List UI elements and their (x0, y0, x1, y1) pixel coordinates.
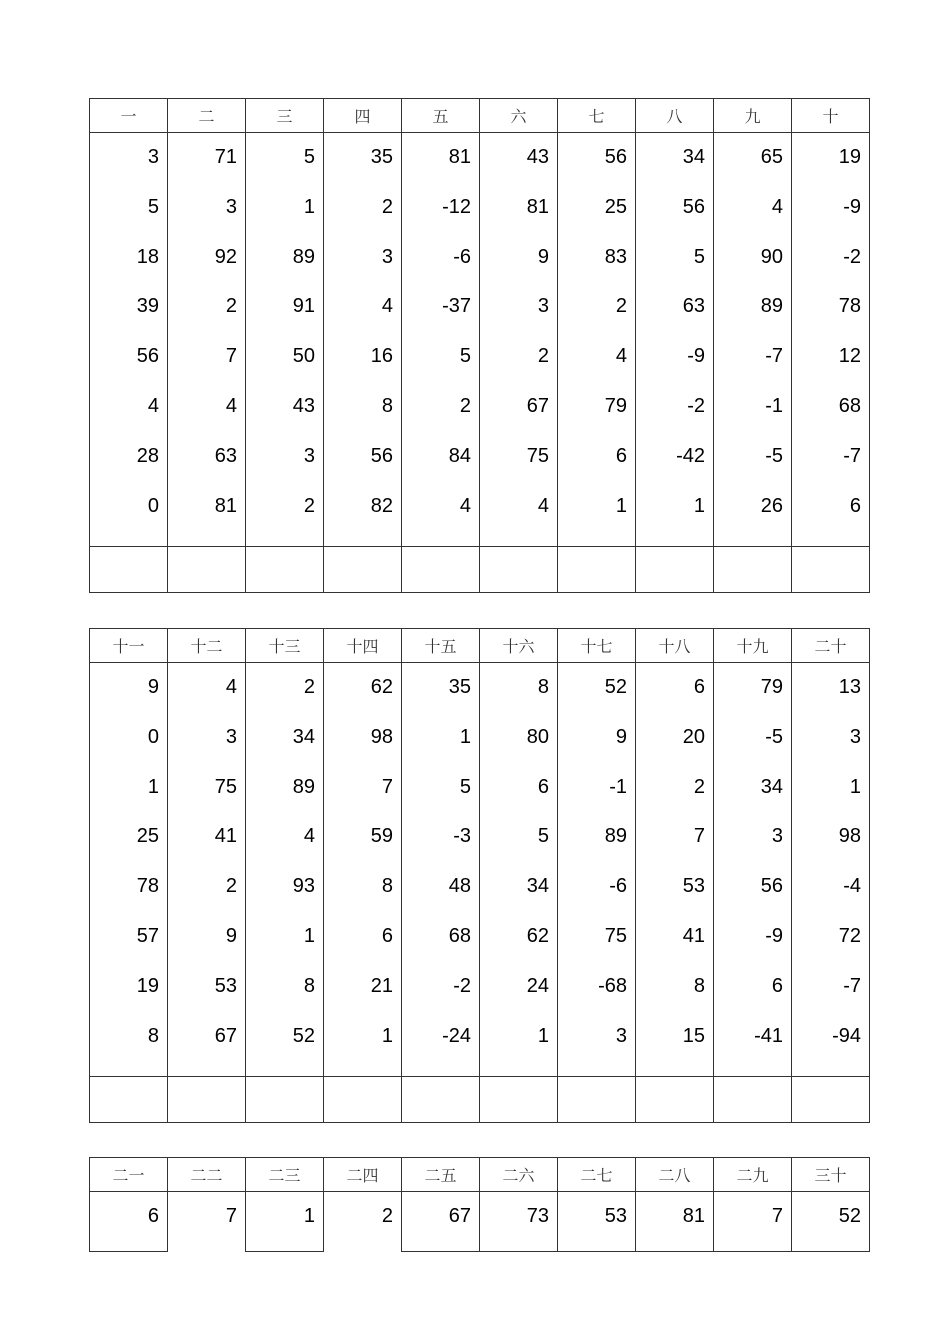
number: 13 (838, 676, 861, 698)
answer-cell[interactable] (90, 547, 168, 593)
number: 0 (147, 725, 159, 748)
number: 6 (771, 974, 783, 997)
number: 4 (381, 295, 393, 318)
number-column (168, 663, 246, 1077)
numbers-row (90, 663, 870, 1077)
number: 65 (760, 146, 783, 168)
number-column (90, 1192, 168, 1252)
number-column (636, 663, 714, 1077)
number: 16 (370, 345, 393, 368)
answer-cell[interactable] (792, 1077, 870, 1123)
number: 3 (615, 1024, 627, 1047)
number: -2 (453, 974, 471, 997)
number-column (480, 1192, 558, 1252)
answer-cell[interactable] (324, 1077, 402, 1123)
number: 98 (838, 825, 861, 848)
numbers-row (90, 1192, 870, 1252)
answer-cell[interactable] (168, 1077, 246, 1123)
number: 7 (771, 1205, 783, 1227)
number: 2 (381, 1205, 393, 1227)
number: 56 (604, 146, 627, 168)
number: 6 (537, 775, 549, 798)
number: -42 (676, 444, 705, 467)
number: 6 (615, 444, 627, 467)
number-column (324, 1192, 402, 1252)
answer-cell[interactable] (714, 547, 792, 593)
number: 24 (526, 974, 549, 997)
number: 75 (526, 444, 549, 467)
column-header: 五 (402, 99, 480, 133)
number: 1 (303, 1205, 315, 1227)
number: 72 (838, 924, 861, 947)
column-header: 十三 (246, 629, 324, 663)
number: 56 (370, 444, 393, 467)
number: 93 (292, 875, 315, 898)
problem-block-1 (89, 98, 869, 578)
column-header: 十 (792, 99, 870, 133)
number: 8 (381, 394, 393, 417)
number: 9 (537, 245, 549, 268)
number: -1 (609, 775, 627, 798)
number: 3 (225, 195, 237, 218)
answer-cell[interactable] (168, 547, 246, 593)
number: 5 (459, 775, 471, 798)
number: -3 (453, 825, 471, 848)
number: 1 (303, 195, 315, 218)
number: 34 (292, 725, 315, 748)
number-column (90, 133, 168, 547)
number: 56 (682, 195, 705, 218)
number: 78 (136, 875, 159, 898)
number: 2 (225, 295, 237, 318)
column-header: 二二 (168, 1158, 246, 1192)
number: 28 (136, 444, 159, 467)
number: 3 (147, 146, 159, 168)
number-column (168, 1192, 246, 1252)
number: 53 (214, 974, 237, 997)
answer-cell[interactable] (558, 547, 636, 593)
number: 89 (604, 825, 627, 848)
number-column (558, 663, 636, 1077)
number: 89 (292, 245, 315, 268)
number: 98 (370, 725, 393, 748)
answer-cell[interactable] (90, 1077, 168, 1123)
number: 0 (147, 494, 159, 517)
column-header: 十八 (636, 629, 714, 663)
number: 84 (448, 444, 471, 467)
number: 89 (760, 295, 783, 318)
answer-cell[interactable] (792, 547, 870, 593)
number: -5 (765, 444, 783, 467)
column-header: 一 (90, 99, 168, 133)
number: 62 (526, 924, 549, 947)
number-column (792, 663, 870, 1077)
number: -41 (754, 1024, 783, 1047)
number: -94 (832, 1024, 861, 1047)
number: 52 (838, 1205, 861, 1227)
column-header: 二六 (480, 1158, 558, 1192)
number-column (90, 663, 168, 1077)
header-row (90, 1158, 870, 1192)
number: 53 (682, 875, 705, 898)
number-column (792, 133, 870, 547)
number: 3 (225, 725, 237, 748)
number: 5 (537, 825, 549, 848)
number: 63 (214, 444, 237, 467)
header-row (90, 99, 870, 133)
number: 9 (225, 924, 237, 947)
number: 79 (760, 676, 783, 698)
column-header: 六 (480, 99, 558, 133)
number: 39 (136, 295, 159, 318)
column-header: 二十 (792, 629, 870, 663)
number-column (402, 133, 480, 547)
number: 81 (682, 1205, 705, 1227)
answer-cell[interactable] (246, 1077, 324, 1123)
number: 4 (615, 345, 627, 368)
number: 3 (537, 295, 549, 318)
number: 68 (448, 924, 471, 947)
column-header: 二七 (558, 1158, 636, 1192)
answer-row (90, 1077, 870, 1123)
number: 67 (214, 1024, 237, 1047)
column-header: 十二 (168, 629, 246, 663)
number: 75 (214, 775, 237, 798)
number: -9 (765, 924, 783, 947)
number: 35 (448, 676, 471, 698)
number: 2 (615, 295, 627, 318)
answer-cell[interactable] (480, 1077, 558, 1123)
number: 43 (526, 146, 549, 168)
header-row (90, 629, 870, 663)
number: 57 (136, 924, 159, 947)
number: 2 (303, 676, 315, 698)
number: 6 (693, 676, 705, 698)
number: 25 (136, 825, 159, 848)
number: 50 (292, 345, 315, 368)
number: 4 (225, 394, 237, 417)
number: 8 (381, 875, 393, 898)
number: -7 (765, 345, 783, 368)
number: 3 (849, 725, 861, 748)
number-column (480, 663, 558, 1077)
number: 52 (292, 1024, 315, 1047)
number: 35 (370, 146, 393, 168)
column-header: 十五 (402, 629, 480, 663)
number-column (792, 1192, 870, 1252)
column-header: 十四 (324, 629, 402, 663)
number: 53 (604, 1205, 627, 1227)
number: 34 (682, 146, 705, 168)
number: 67 (526, 394, 549, 417)
number: -9 (687, 345, 705, 368)
number-column (714, 1192, 792, 1252)
column-header: 三 (246, 99, 324, 133)
answer-cell[interactable] (402, 547, 480, 593)
number: 2 (225, 875, 237, 898)
number: 7 (693, 825, 705, 848)
number: 19 (838, 146, 861, 168)
number: -24 (442, 1024, 471, 1047)
number: 8 (537, 676, 549, 698)
column-header: 二三 (246, 1158, 324, 1192)
number: -9 (843, 195, 861, 218)
number: 41 (214, 825, 237, 848)
column-header: 四 (324, 99, 402, 133)
number: 1 (459, 725, 471, 748)
number: 59 (370, 825, 393, 848)
number: 2 (459, 394, 471, 417)
number: 43 (292, 394, 315, 417)
answer-cell[interactable] (246, 547, 324, 593)
number: 8 (693, 974, 705, 997)
number-column (324, 663, 402, 1077)
number-column (402, 663, 480, 1077)
number: 7 (381, 775, 393, 798)
number: 4 (147, 394, 159, 417)
number: 92 (214, 245, 237, 268)
column-header: 二四 (324, 1158, 402, 1192)
number: 5 (459, 345, 471, 368)
number: 6 (147, 1205, 159, 1227)
column-header: 二九 (714, 1158, 792, 1192)
number: 9 (147, 676, 159, 698)
number: 8 (147, 1024, 159, 1047)
number: 89 (292, 775, 315, 798)
problem-block-2 (89, 628, 869, 1107)
number: 90 (760, 245, 783, 268)
number: 1 (303, 924, 315, 947)
number: 34 (760, 775, 783, 798)
numbers-row (90, 133, 870, 547)
column-header: 十九 (714, 629, 792, 663)
number: 75 (604, 924, 627, 947)
answer-cell[interactable] (558, 1077, 636, 1123)
number-column (480, 133, 558, 547)
number: 78 (838, 295, 861, 318)
number: 67 (448, 1205, 471, 1227)
number: 34 (526, 875, 549, 898)
answer-cell[interactable] (636, 547, 714, 593)
number: -4 (843, 875, 861, 898)
number-column (246, 133, 324, 547)
number: 2 (537, 345, 549, 368)
number: 41 (682, 924, 705, 947)
column-header: 二五 (402, 1158, 480, 1192)
number: -7 (843, 444, 861, 467)
answer-cell[interactable] (402, 1077, 480, 1123)
column-header: 二 (168, 99, 246, 133)
number-column (558, 1192, 636, 1252)
number: 1 (849, 775, 861, 798)
number: 82 (370, 494, 393, 517)
number: 7 (225, 345, 237, 368)
number: 2 (303, 494, 315, 517)
number: 1 (693, 494, 705, 517)
number: 1 (615, 494, 627, 517)
number: 12 (838, 345, 861, 368)
number: 83 (604, 245, 627, 268)
column-header: 二一 (90, 1158, 168, 1192)
number: 15 (682, 1024, 705, 1047)
number-column (168, 133, 246, 547)
number: 7 (225, 1205, 237, 1227)
number: 5 (303, 146, 315, 168)
number-column (714, 663, 792, 1077)
number: 80 (526, 725, 549, 748)
column-header: 十六 (480, 629, 558, 663)
answer-row (90, 547, 870, 593)
number: 4 (771, 195, 783, 218)
number: 1 (537, 1024, 549, 1047)
number-column (636, 1192, 714, 1252)
column-header: 十七 (558, 629, 636, 663)
number: 3 (381, 245, 393, 268)
number: 4 (303, 825, 315, 848)
number: 91 (292, 295, 315, 318)
answer-cell[interactable] (714, 1077, 792, 1123)
number: 21 (370, 974, 393, 997)
number: 62 (370, 676, 393, 698)
number: 4 (225, 676, 237, 698)
column-header: 八 (636, 99, 714, 133)
number: 6 (381, 924, 393, 947)
number: 81 (526, 195, 549, 218)
number: 68 (838, 394, 861, 417)
number: 52 (604, 676, 627, 698)
number: 56 (760, 875, 783, 898)
number: -7 (843, 974, 861, 997)
number: 19 (136, 974, 159, 997)
column-header: 二八 (636, 1158, 714, 1192)
number: 73 (526, 1205, 549, 1227)
problem-block-3 (89, 1157, 869, 1242)
number: 20 (682, 725, 705, 748)
number: 2 (693, 775, 705, 798)
number: -6 (453, 245, 471, 268)
answer-cell[interactable] (324, 547, 402, 593)
number: -6 (609, 875, 627, 898)
number: 56 (136, 345, 159, 368)
answer-cell[interactable] (480, 547, 558, 593)
number: 81 (214, 494, 237, 517)
problem-table-1 (89, 98, 870, 593)
number-column (324, 133, 402, 547)
number: -5 (765, 725, 783, 748)
number: 71 (214, 146, 237, 168)
number: 6 (849, 494, 861, 517)
number: -2 (687, 394, 705, 417)
number: 81 (448, 146, 471, 168)
number-column (636, 133, 714, 547)
answer-cell[interactable] (636, 1077, 714, 1123)
number: 8 (303, 974, 315, 997)
number: 26 (760, 494, 783, 517)
number: 1 (147, 775, 159, 798)
number: 2 (381, 195, 393, 218)
number: 4 (459, 494, 471, 517)
number: 79 (604, 394, 627, 417)
number: 63 (682, 295, 705, 318)
number: 9 (615, 725, 627, 748)
number-column (402, 1192, 480, 1252)
number: 3 (303, 444, 315, 467)
number: -68 (598, 974, 627, 997)
problem-table-2 (89, 628, 870, 1123)
number: -2 (843, 245, 861, 268)
column-header: 十一 (90, 629, 168, 663)
number: 5 (693, 245, 705, 268)
number: 3 (771, 825, 783, 848)
number: -37 (442, 295, 471, 318)
column-header: 三十 (792, 1158, 870, 1192)
number: 18 (136, 245, 159, 268)
problem-table-3 (89, 1157, 870, 1252)
column-header: 九 (714, 99, 792, 133)
number: 48 (448, 875, 471, 898)
number-column (246, 663, 324, 1077)
number: -1 (765, 394, 783, 417)
number-column (558, 133, 636, 547)
column-header: 七 (558, 99, 636, 133)
number-column (246, 1192, 324, 1252)
number: -12 (442, 195, 471, 218)
number: 25 (604, 195, 627, 218)
number: 1 (381, 1024, 393, 1047)
number: 4 (537, 494, 549, 517)
number: 5 (147, 195, 159, 218)
number-column (714, 133, 792, 547)
